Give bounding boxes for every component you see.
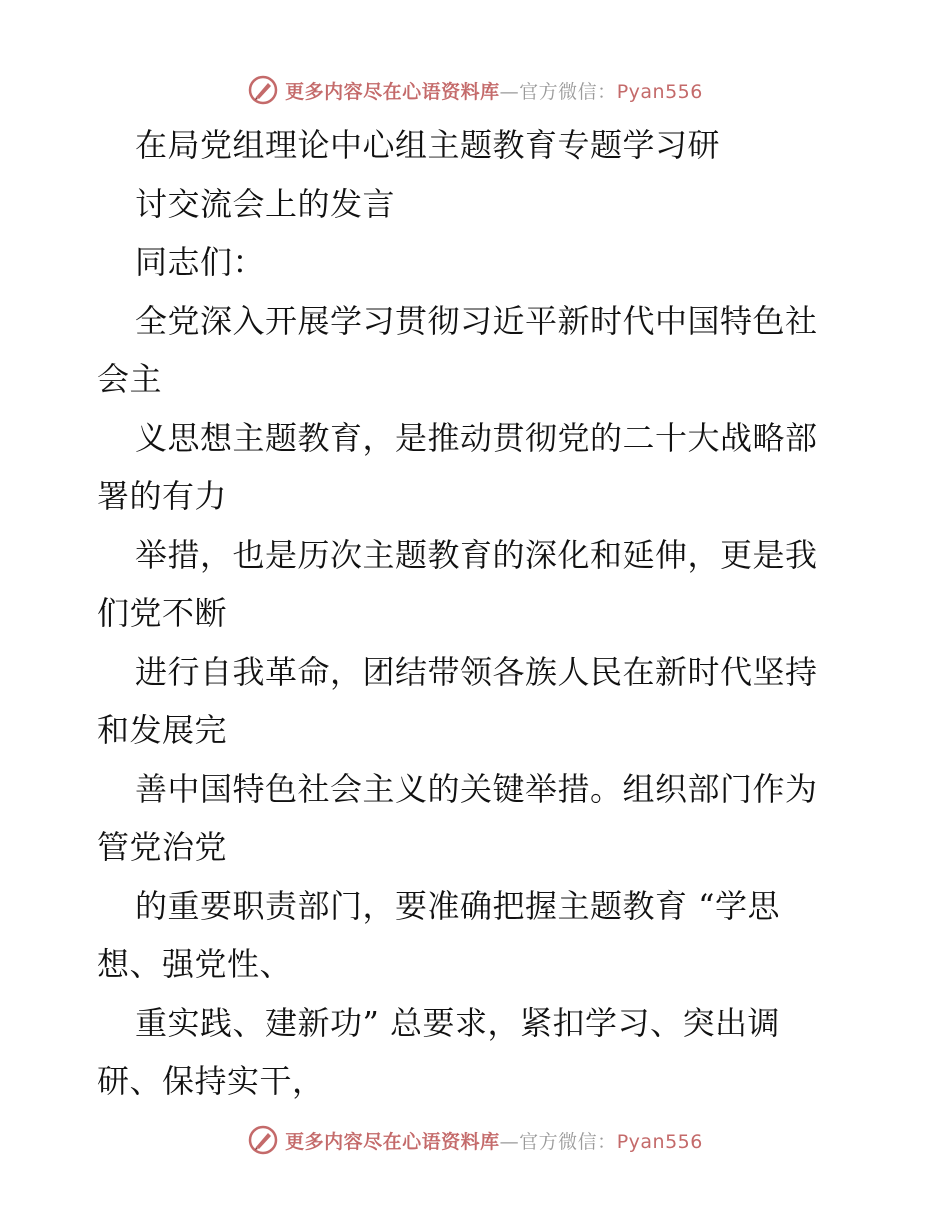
text-line: 重实践、建新功” 总要求，紧扣学习、突出调 xyxy=(135,1003,781,1042)
banner-text xyxy=(285,77,703,104)
text-line: 善中国特色社会主义的关键举措。组织部门作为 xyxy=(135,769,818,808)
banner-wechat-label: 官方微信： xyxy=(519,80,617,103)
banner-text xyxy=(285,1127,703,1154)
text-line: 们党不断 xyxy=(97,594,228,632)
text-line: 进行自我革命，团结带领各族人民在新时代坚持 xyxy=(135,652,818,691)
text-line: 在局党组理论中心组主题教育专题学习研 xyxy=(135,126,721,164)
text-line: 的重要职责部门，要准确把握主题教育 “学思 xyxy=(135,886,781,925)
banner-brand: 更多内容尽在心语资料库 xyxy=(285,80,500,103)
footer-banner xyxy=(0,1122,950,1158)
text-line: 管党治党 xyxy=(97,828,228,866)
text-line: 同志们： xyxy=(135,243,266,281)
text-line: 想、强党性、 xyxy=(97,945,293,983)
text-line: 举措，也是历次主题教育的深化和延伸，更是我 xyxy=(135,535,818,574)
banner-dash: — xyxy=(499,1130,520,1153)
document-body xyxy=(97,116,857,1111)
text-line: 讨交流会上的发言 xyxy=(135,184,396,223)
banner-wechat-id: Pyan556 xyxy=(616,80,703,103)
text-line: 全党深入开展学习贯彻习近平新时代中国特色社 xyxy=(135,301,818,340)
text-line: 会主 xyxy=(97,360,163,398)
banner-dash: — xyxy=(499,80,520,103)
pen-circle-logo-icon xyxy=(247,74,279,106)
text-line: 署的有力 xyxy=(97,477,228,515)
header-banner xyxy=(0,72,950,108)
banner-brand: 更多内容尽在心语资料库 xyxy=(285,1130,500,1153)
text-line: 研、保持实干， xyxy=(97,1062,325,1100)
text-line: 和发展完 xyxy=(97,711,228,749)
banner-wechat-id: Pyan556 xyxy=(616,1130,703,1153)
pen-circle-logo-icon xyxy=(247,1124,279,1156)
banner-wechat-label: 官方微信： xyxy=(519,1130,617,1153)
text-line: 义思想主题教育，是推动贯彻党的二十大战略部 xyxy=(135,418,818,457)
